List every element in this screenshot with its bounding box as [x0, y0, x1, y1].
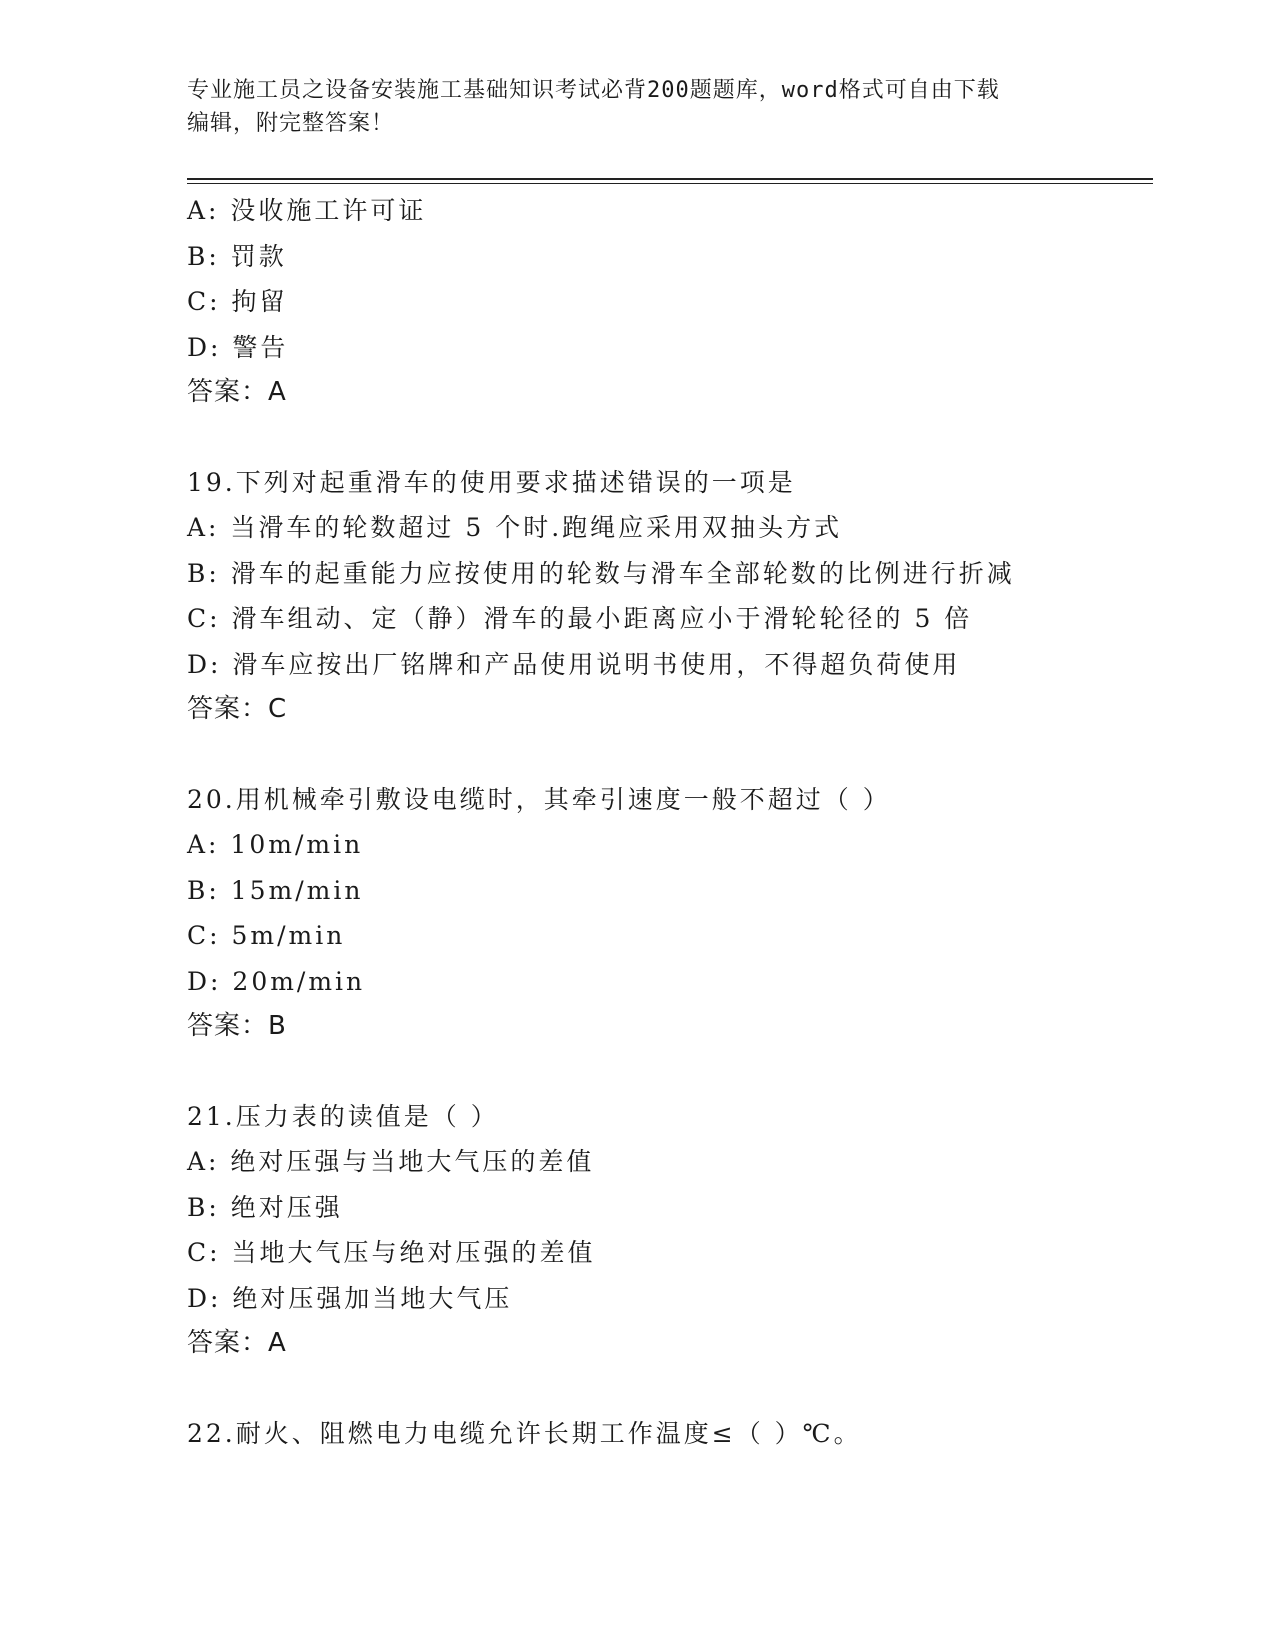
option-a: A: 10m/min — [187, 830, 364, 859]
spacer — [187, 733, 1147, 777]
spacer — [187, 1050, 1147, 1094]
option-d: D: 警告 — [187, 332, 289, 362]
option-a: A: 没收施工许可证 — [187, 196, 427, 225]
option-c: C: 拘留 — [187, 287, 288, 316]
option-b: B: 15m/min — [187, 875, 364, 905]
answer-label: 答案：A — [187, 377, 287, 407]
answer-label: 答案：A — [187, 1328, 287, 1358]
option-c: C: 滑车组动、定（静）滑车的最小距离应小于滑轮轮径的 5 倍 — [187, 604, 973, 633]
question-stem: 22.耐火、阻燃电力电缆允许长期工作温度≤（ ）℃。 — [187, 1418, 862, 1448]
header-title-line-1: 专业施工员之设备安装施工基础知识考试必背200题题库，word格式可自由下载 — [187, 78, 1000, 103]
option-b: B: 罚款 — [187, 241, 287, 271]
question-20 — [187, 777, 1147, 1050]
option-b: B: 绝对压强 — [187, 1192, 343, 1222]
header-title-line-2: 编辑，附完整答案！ — [187, 111, 395, 136]
option-d: D: 绝对压强加当地大气压 — [187, 1283, 513, 1313]
question-22 — [187, 1411, 1147, 1457]
option-b: B: 滑车的起重能力应按使用的轮数与滑车全部轮数的比例进行折减 — [187, 558, 1015, 588]
question-21 — [187, 1094, 1147, 1367]
header-rule-thick — [187, 178, 1153, 180]
option-c: C: 当地大气压与绝对压强的差值 — [187, 1238, 596, 1267]
spacer — [187, 1367, 1147, 1411]
option-d: D: 20m/min — [187, 966, 366, 996]
question-stem: 19.下列对起重滑车的使用要求描述错误的一项是 — [187, 467, 796, 497]
document-header — [187, 74, 1067, 140]
answer-label: 答案：B — [187, 1011, 287, 1041]
question-stem: 21.压力表的读值是（ ） — [187, 1101, 499, 1131]
question-stem: 20.用机械牵引敷设电缆时，其牵引速度一般不超过（ ） — [187, 784, 891, 814]
spacer — [187, 416, 1147, 460]
header-rule-thin — [187, 183, 1153, 184]
option-c: C: 5m/min — [187, 921, 346, 950]
question-18-tail — [187, 188, 1147, 416]
option-a: A: 当滑车的轮数超过 5 个时.跑绳应采用双抽头方式 — [187, 513, 843, 542]
option-d: D: 滑车应按出厂铭牌和产品使用说明书使用，不得超负荷使用 — [187, 649, 961, 679]
question-19 — [187, 460, 1147, 733]
answer-label: 答案：C — [187, 694, 288, 724]
option-a: A: 绝对压强与当地大气压的差值 — [187, 1147, 595, 1176]
question-list — [187, 188, 1147, 1456]
